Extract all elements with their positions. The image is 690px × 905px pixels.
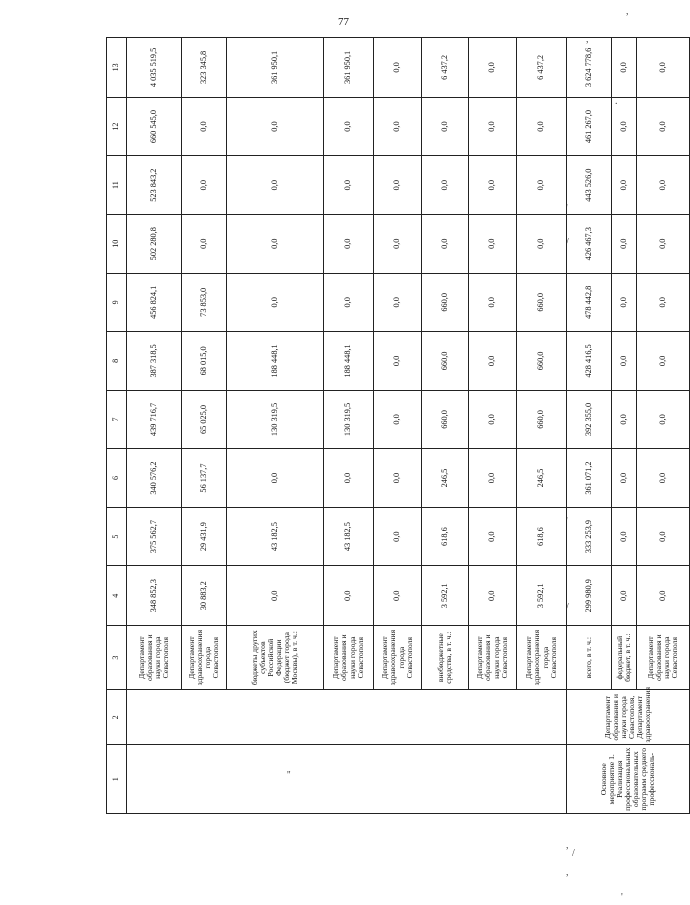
column-number: 10 bbox=[107, 214, 127, 273]
value-cell: 0,0 bbox=[227, 566, 324, 626]
value-cell: 0,0 bbox=[227, 273, 324, 332]
value-cell: 0,0 bbox=[469, 156, 517, 215]
value-cell: 73 853,0 bbox=[182, 273, 227, 332]
column-number: 1 bbox=[107, 745, 127, 814]
value-cell: 0,0 bbox=[637, 156, 690, 215]
budget-table bbox=[106, 37, 690, 814]
funding-source-label: Департамент образования и науки города Севастополя bbox=[469, 626, 517, 690]
value-cell: 0,0 bbox=[637, 214, 690, 273]
value-cell: 439 716,7 bbox=[127, 390, 182, 449]
value-cell: 478 442,8 bbox=[567, 273, 612, 332]
value-cell: 0,0 bbox=[374, 156, 422, 215]
funding-source-label: Департамент здравоохранения города Севастополя bbox=[182, 626, 227, 690]
value-cell: 0,0 bbox=[637, 332, 690, 391]
value-cell: 0,0 bbox=[422, 214, 469, 273]
value-cell: 0,0 bbox=[637, 273, 690, 332]
value-cell: 523 843,2 bbox=[127, 156, 182, 215]
value-cell: 660,0 bbox=[422, 390, 469, 449]
value-cell: 0,0 bbox=[182, 214, 227, 273]
funding-source-label: Департамент здравоохранения города Севастополя bbox=[517, 626, 567, 690]
rotated-table-wrapper bbox=[106, 37, 680, 814]
value-cell: 618,6 bbox=[517, 507, 567, 566]
value-cell: 361 071,2 bbox=[567, 449, 612, 508]
column-number: 4 bbox=[107, 566, 127, 626]
value-cell: 660,0 bbox=[517, 273, 567, 332]
page-number: 77 bbox=[338, 16, 349, 28]
value-cell: 0,0 bbox=[182, 156, 227, 215]
column-number: 7 bbox=[107, 390, 127, 449]
column-number: 6 bbox=[107, 449, 127, 508]
scan-mark: . bbox=[615, 96, 618, 107]
value-cell: 0,0 bbox=[469, 273, 517, 332]
empty-cell bbox=[127, 690, 567, 745]
value-cell: 502 280,8 bbox=[127, 214, 182, 273]
value-cell: 461 267,0 bbox=[567, 97, 612, 156]
scan-mark: '' bbox=[287, 770, 291, 781]
value-cell: 0,0 bbox=[422, 97, 469, 156]
value-cell: 0,0 bbox=[612, 332, 637, 391]
value-cell: 426 467,3 bbox=[567, 214, 612, 273]
value-cell: 188 448,1 bbox=[227, 332, 324, 391]
scan-mark: , bbox=[626, 6, 629, 17]
value-cell: 6 437,2 bbox=[517, 38, 567, 98]
value-cell: 3 592,1 bbox=[422, 566, 469, 626]
value-cell: 0,0 bbox=[227, 214, 324, 273]
value-cell: 130 319,5 bbox=[324, 390, 374, 449]
value-cell: 0,0 bbox=[324, 566, 374, 626]
value-cell: 246,5 bbox=[517, 449, 567, 508]
value-cell: 29 431,9 bbox=[182, 507, 227, 566]
value-cell: 68 015,0 bbox=[182, 332, 227, 391]
value-cell: 0,0 bbox=[612, 156, 637, 215]
column-number: 11 bbox=[107, 156, 127, 215]
column-number: 2 bbox=[107, 690, 127, 745]
value-cell: 0,0 bbox=[182, 97, 227, 156]
value-cell: 0,0 bbox=[637, 449, 690, 508]
value-cell: 323 345,8 bbox=[182, 38, 227, 98]
header-row bbox=[107, 38, 127, 814]
executor-name: Департамент образования и науки города Севастополя, bbox=[602, 694, 636, 741]
value-cell: 0,0 bbox=[469, 97, 517, 156]
value-cell: 0,0 bbox=[637, 566, 690, 626]
value-cell: 0,0 bbox=[469, 38, 517, 98]
funding-source-label: Департамент здравоохранения города Севастополя bbox=[374, 626, 422, 690]
value-cell: 660,0 bbox=[422, 273, 469, 332]
value-cell: 43 182,5 bbox=[324, 507, 374, 566]
value-cell: 428 416,5 bbox=[567, 332, 612, 391]
value-cell: 0,0 bbox=[374, 332, 422, 391]
funding-source-label: внебюджетные средства, в т. ч.: bbox=[422, 626, 469, 690]
value-cell: 0,0 bbox=[227, 97, 324, 156]
value-cell: 0,0 bbox=[637, 38, 690, 98]
scan-mark: , bbox=[566, 867, 569, 878]
value-cell: 0,0 bbox=[637, 390, 690, 449]
value-cell: 0,0 bbox=[324, 273, 374, 332]
scan-mark: / bbox=[566, 237, 569, 248]
value-cell: 0,0 bbox=[612, 97, 637, 156]
value-cell: 0,0 bbox=[469, 566, 517, 626]
table-row bbox=[127, 38, 182, 814]
column-number: 8 bbox=[107, 332, 127, 391]
value-cell: 0,0 bbox=[374, 390, 422, 449]
value-cell: 443 526,0 bbox=[567, 156, 612, 215]
value-cell: 392 355,0 bbox=[567, 390, 612, 449]
value-cell: 30 883,2 bbox=[182, 566, 227, 626]
scan-mark: ' bbox=[621, 892, 623, 903]
executor-cell bbox=[567, 686, 690, 745]
executor-name: Департамент здравоохранения bbox=[635, 686, 653, 743]
value-cell: 43 182,5 bbox=[227, 507, 324, 566]
funding-source-label: Департамент образования и науки города Севастополя bbox=[127, 626, 182, 690]
value-cell: 0,0 bbox=[227, 156, 324, 215]
value-cell: 660,0 bbox=[517, 390, 567, 449]
funding-source-label: федеральный бюджет, в т. ч.: bbox=[612, 626, 637, 690]
value-cell: 0,0 bbox=[324, 156, 374, 215]
value-cell: 0,0 bbox=[227, 449, 324, 508]
scan-mark: , bbox=[566, 840, 569, 851]
value-cell: 299 980,9 bbox=[567, 566, 612, 626]
value-cell: 456 824,1 bbox=[127, 273, 182, 332]
column-number: 3 bbox=[107, 626, 127, 690]
value-cell: 618,6 bbox=[422, 507, 469, 566]
column-number: 5 bbox=[107, 507, 127, 566]
scan-mark: / bbox=[572, 848, 575, 859]
column-number: 12 bbox=[107, 97, 127, 156]
value-cell: 0,0 bbox=[637, 97, 690, 156]
value-cell: 65 025,0 bbox=[182, 390, 227, 449]
value-cell: 4 035 519,5 bbox=[127, 38, 182, 98]
column-number: 9 bbox=[107, 273, 127, 332]
value-cell: 0,0 bbox=[612, 214, 637, 273]
value-cell: 0,0 bbox=[469, 332, 517, 391]
value-cell: 0,0 bbox=[469, 449, 517, 508]
value-cell: 340 576,2 bbox=[127, 449, 182, 508]
value-cell: 0,0 bbox=[374, 38, 422, 98]
value-cell: 0,0 bbox=[469, 214, 517, 273]
value-cell: 0,0 bbox=[612, 390, 637, 449]
value-cell: 0,0 bbox=[324, 214, 374, 273]
scan-mark: ' bbox=[566, 203, 568, 214]
value-cell: 0,0 bbox=[637, 507, 690, 566]
value-cell: 56 137,7 bbox=[182, 449, 227, 508]
value-cell: 0,0 bbox=[374, 507, 422, 566]
scan-mark: / bbox=[566, 602, 569, 613]
value-cell: 0,0 bbox=[324, 97, 374, 156]
funding-source-label: Департамент образования и науки города Севастополя bbox=[637, 626, 690, 690]
value-cell: 660,0 bbox=[422, 332, 469, 391]
funding-source-label: всего, в т. ч.: bbox=[567, 626, 612, 690]
value-cell: 375 562,7 bbox=[127, 507, 182, 566]
value-cell: 361 950,1 bbox=[227, 38, 324, 98]
value-cell: 660,0 bbox=[517, 332, 567, 391]
scan-mark: , bbox=[586, 34, 589, 45]
value-cell: 0,0 bbox=[612, 566, 637, 626]
column-number: 13 bbox=[107, 38, 127, 98]
value-cell: 0,0 bbox=[517, 156, 567, 215]
value-cell: 3 624 778,6 bbox=[567, 38, 612, 98]
value-cell: 0,0 bbox=[374, 97, 422, 156]
value-cell: 3 592,1 bbox=[517, 566, 567, 626]
value-cell: 0,0 bbox=[469, 390, 517, 449]
value-cell: 0,0 bbox=[422, 156, 469, 215]
value-cell: 0,0 bbox=[374, 214, 422, 273]
value-cell: 0,0 bbox=[612, 449, 637, 508]
value-cell: 387 318,5 bbox=[127, 332, 182, 391]
value-cell: 0,0 bbox=[324, 449, 374, 508]
value-cell: 0,0 bbox=[374, 449, 422, 508]
value-cell: 0,0 bbox=[374, 566, 422, 626]
activity-name: Основное мероприятие 1. Реализация профессиональных образовательных программ среднего профессиональ- bbox=[567, 745, 690, 814]
value-cell: 660 545,0 bbox=[127, 97, 182, 156]
value-cell: 348 852,3 bbox=[127, 566, 182, 626]
value-cell: 130 319,5 bbox=[227, 390, 324, 449]
value-cell: 0,0 bbox=[517, 214, 567, 273]
value-cell: 0,0 bbox=[612, 273, 637, 332]
value-cell: 0,0 bbox=[374, 273, 422, 332]
value-cell: 0,0 bbox=[517, 97, 567, 156]
value-cell: 361 950,1 bbox=[324, 38, 374, 98]
value-cell: 333 253,9 bbox=[567, 507, 612, 566]
funding-source-label: Департамент образования и науки города Севастополя bbox=[324, 626, 374, 690]
table-row bbox=[567, 38, 612, 814]
value-cell: 188 448,1 bbox=[324, 332, 374, 391]
value-cell: 0,0 bbox=[612, 507, 637, 566]
scan-mark: ' bbox=[566, 516, 568, 527]
value-cell: 0,0 bbox=[612, 38, 637, 98]
value-cell: 246,5 bbox=[422, 449, 469, 508]
value-cell: 6 437,2 bbox=[422, 38, 469, 98]
empty-cell bbox=[127, 745, 567, 814]
value-cell: 0,0 bbox=[469, 507, 517, 566]
funding-source-label: бюджеты других субъектов Российской Федерации (бюджет города Москвы), в т. ч.: bbox=[227, 626, 324, 690]
